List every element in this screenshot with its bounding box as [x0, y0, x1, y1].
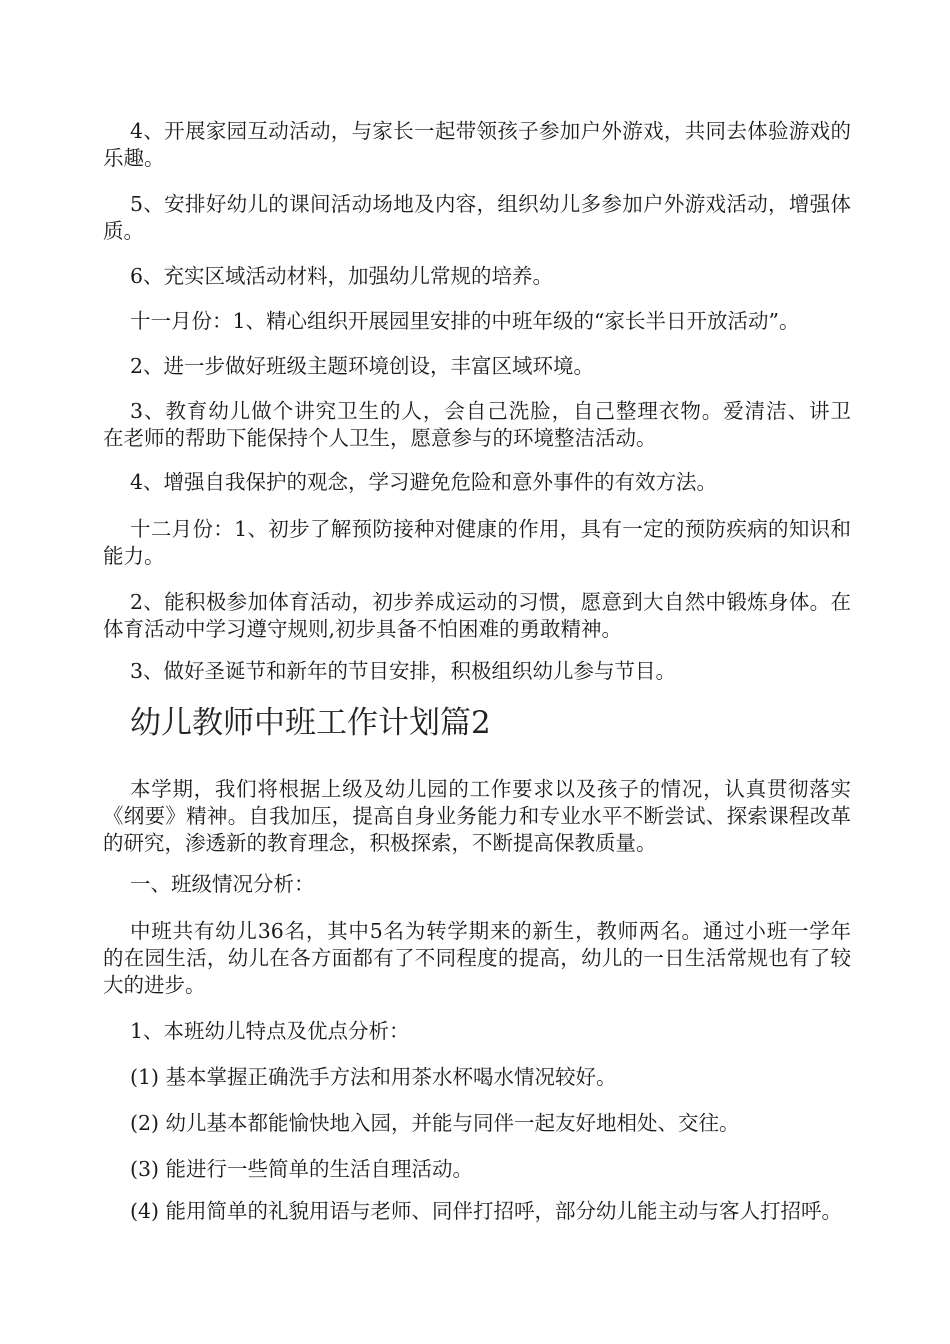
paragraph-line: 3、做好圣诞节和新年的节目安排，积极组织幼儿参与节目。	[130, 659, 677, 683]
paragraph	[103, 263, 851, 290]
paragraph-line: 6、充实区域活动材料，加强幼儿常规的培养。	[130, 264, 554, 288]
paragraph	[103, 1156, 851, 1183]
paragraph-line: 3、教育幼儿做个讲究卫生的人，会自己洗脸，自己整理衣物。爱清洁、讲卫	[130, 399, 851, 423]
paragraph-line: 能力。	[103, 544, 165, 568]
paragraph	[103, 1018, 851, 1045]
paragraph-line: (3) 能进行一些简单的生活自理活动。	[130, 1157, 474, 1181]
paragraph	[103, 918, 851, 999]
paragraph-line: 质。	[103, 219, 144, 243]
paragraph-line: 2、进一步做好班级主题环境创设，丰富区域环境。	[130, 354, 595, 378]
paragraph-line: 本学期，我们将根据上级及幼儿园的工作要求以及孩子的情况，认真贯彻落实	[130, 777, 851, 801]
paragraph	[103, 589, 851, 643]
paragraph-line: 在老师的帮助下能保持个人卫生，愿意参与的环境整洁活动。	[103, 426, 657, 450]
paragraph	[103, 516, 851, 570]
paragraph-line: 中班共有幼儿36名，其中5名为转学期来的新生，教师两名。通过小班一学年	[130, 919, 851, 943]
paragraph-line: 1、本班幼儿特点及优点分析：	[130, 1019, 410, 1043]
paragraph	[103, 1198, 851, 1225]
paragraph-line: 《纲要》精神。自我加压，提高自身业务能力和专业水平不断尝试、探索课程改革	[103, 804, 851, 828]
paragraph-line: 十一月份：1、精心组织开展园里安排的中班年级的“家长半日开放活动”。	[130, 309, 800, 333]
paragraph	[103, 658, 851, 685]
paragraph	[103, 308, 851, 335]
section-heading: 幼儿教师中班工作计划篇2	[130, 705, 491, 741]
paragraph	[103, 118, 851, 172]
paragraph-line: 5、安排好幼儿的课间活动场地及内容，组织幼儿多参加户外游戏活动，增强体	[130, 192, 851, 216]
paragraph	[103, 353, 851, 380]
paragraph-line: 4、开展家园互动活动，与家长一起带领孩子参加户外游戏，共同去体验游戏的	[130, 119, 851, 143]
paragraph-line: (4) 能用简单的礼貌用语与老师、同伴打招呼，部分幼儿能主动与客人打招呼。	[130, 1199, 843, 1223]
paragraph-line: 乐趣。	[103, 146, 165, 170]
paragraph	[103, 398, 851, 452]
paragraph-line: 4、增强自我保护的观念，学习避免危险和意外事件的有效方法。	[130, 470, 718, 494]
paragraph-line: (2) 幼儿基本都能愉快地入园，并能与同伴一起友好地相处、交往。	[130, 1111, 740, 1135]
paragraph	[103, 871, 851, 898]
paragraph	[103, 776, 851, 857]
paragraph-line: 的在园生活，幼儿在各方面都有了不同程度的提高，幼儿的一日生活常规也有了较	[103, 946, 851, 970]
paragraph-line: 大的进步。	[103, 973, 206, 997]
paragraph-line: 十二月份：1、初步了解预防接种对健康的作用，具有一定的预防疾病的知识和	[130, 517, 851, 541]
paragraph	[103, 1064, 851, 1091]
paragraph-line: 的研究，渗透新的教育理念，积极探索，不断提高保教质量。	[103, 831, 657, 855]
paragraph-line: 一、班级情况分析：	[130, 872, 315, 896]
paragraph	[103, 191, 851, 245]
paragraph-line: (1) 基本掌握正确洗手方法和用茶水杯喝水情况较好。	[130, 1065, 617, 1089]
paragraph-line: 体育活动中学习遵守规则,初步具备不怕困难的勇敢精神。	[103, 617, 623, 641]
paragraph	[103, 1110, 851, 1137]
paragraph	[103, 469, 851, 496]
paragraph-line: 2、能积极参加体育活动，初步养成运动的习惯，愿意到大自然中锻炼身体。在	[130, 590, 851, 614]
